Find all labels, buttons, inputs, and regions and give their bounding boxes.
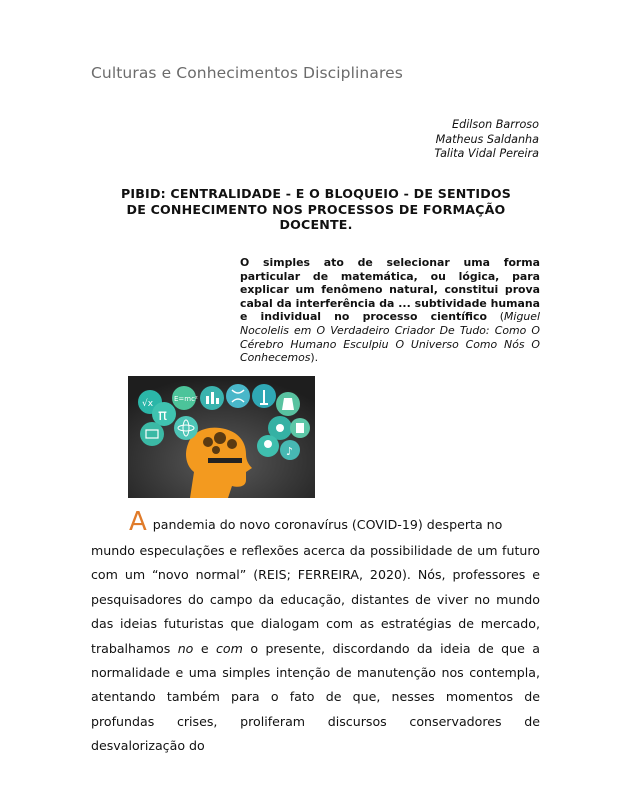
bar-glyph [211, 392, 214, 404]
gear-glyph [276, 424, 284, 432]
first-paragraph-line [91, 508, 540, 539]
flask-glyph [282, 398, 294, 410]
epigraph-quote: O simples ato de selecionar uma forma particular de matemática, ou lógica, para explicar um fenômeno natural, constitui prova cabal da interferência da ... subtividade humana e individual no processo científico [240, 256, 540, 324]
illustration-svg [128, 376, 315, 498]
science-head-illustration [128, 376, 315, 498]
author-name: Talita Vidal Pereira [434, 147, 539, 161]
article-title: PIBID: CENTRALIDADE - E O BLOQUEIO - DE SENTIDOS DE CONHECIMENTO NOS PROCESSOS DE FORMAÇÃO DOCENTE. [120, 186, 512, 232]
author-name: Edilson Barroso [452, 118, 539, 131]
citation-open-paren: ( [499, 310, 505, 324]
paragraph-text: mundo especulações e reflexões acerca da possibilidade de um futuro com um “novo normal” (REIS; FERREIRA, 2020). Nós, professores e pesquisadores do campo da educação, distantes de viver no mundo das ideias futuristas que dialogam com as estratégias de mercado, trabalhamos [91, 543, 540, 656]
dna-icon [226, 384, 250, 408]
emphasis-com: com [215, 640, 243, 656]
drop-cap: A [129, 507, 147, 537]
pi-label: π [158, 406, 168, 424]
sqrt-label: √x [142, 399, 154, 409]
paragraph-text: o presente, discordando da ideia de que a normalidade e uma simples intenção de manutenção nos contempla, atentando também para o fato de que, nesses momentos de profundas crises, proliferam discursos conservadores de desvalorização do [91, 640, 540, 754]
author-list [434, 118, 539, 162]
epigraph [240, 256, 540, 365]
glasses-icon [208, 458, 242, 463]
envelope-icon [140, 422, 164, 446]
author-name: Matheus Saldanha [435, 132, 539, 146]
conjunction-text: e [193, 640, 216, 656]
bulb-glyph [264, 440, 272, 448]
music-note-glyph: ♪ [286, 445, 294, 458]
paragraph-text: pandemia do novo coronavírus (COVID-19) desperta no [152, 517, 503, 532]
formula-label: E=mc² [174, 395, 198, 403]
citation-close-paren: ). [310, 351, 319, 365]
bar-glyph [216, 398, 219, 404]
bar-glyph [206, 396, 209, 404]
running-header: Culturas e Conhecimentos Disciplinares [91, 64, 403, 82]
body-paragraph [91, 539, 540, 759]
epigraph-citation: Miguel Nocolelis em O Verdadeiro Criador De Tudo: Como O Cérebro Humano Esculpiu O Universo Como Nós O Conhecemos [240, 310, 540, 365]
article-body [91, 508, 540, 759]
clipboard-glyph [296, 423, 304, 433]
emphasis-no: no [177, 640, 194, 656]
